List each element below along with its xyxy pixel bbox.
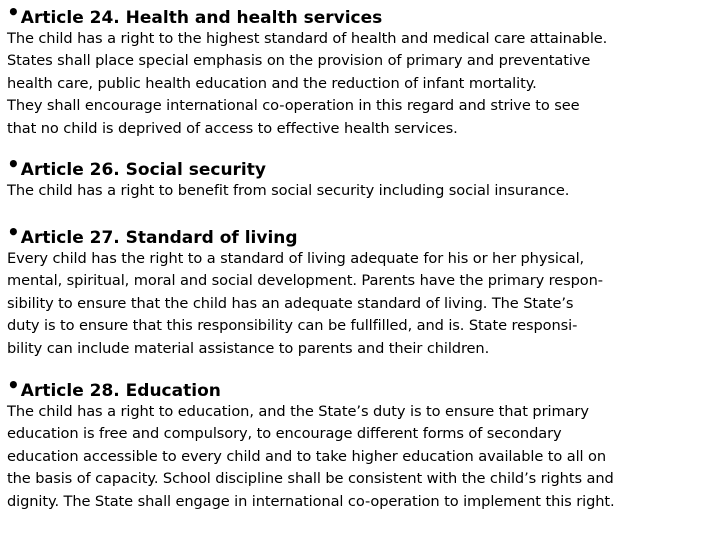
article-26 — [7, 152, 717, 202]
article-27 — [7, 220, 717, 360]
bullet-icon: • — [7, 220, 20, 244]
article-heading — [7, 0, 717, 29]
article-body: The child has a right to education, and the State’s duty is to ensure that primary education is free and compulsory, to encourage different forms of secondary education accessible to every child and to take higher education available to all on the basis of capacity. School discipline shall be consistent with the child’s rights and dignity. The State shall engage in international co-operation to implement this right. — [7, 403, 615, 510]
article-heading — [7, 373, 717, 402]
article-body: The child has a right to benefit from social security including social insurance. — [7, 182, 570, 199]
article-body: The child has a right to the highest standard of health and medical care attainable. States shall place special emphasis on the provision of primary and preventative health care, public health education and the reduction of infant mortality. They shall encourage international co-operation in this regard and strive to see that no child is deprived of access to effective health services. — [7, 30, 608, 137]
article-title: Article 28. Education — [20, 381, 221, 401]
bullet-icon: • — [7, 0, 20, 24]
article-28 — [7, 373, 717, 513]
article-body: Every child has the right to a standard of living adequate for his or her physical, mental, spiritual, moral and social development. Parents have the primary respon- sibility to ensure that the child has an adequate standard of living. The State’s duty is to ensure that this responsibility can be fullfilled, and is. State responsi- bility can include material assistance to parents and their children. — [7, 250, 603, 357]
bullet-icon: • — [7, 373, 20, 397]
article-24 — [7, 0, 717, 140]
article-heading — [7, 220, 717, 249]
article-heading — [7, 152, 717, 181]
article-title: Article 27. Standard of living — [20, 228, 298, 248]
article-title: Article 26. Social security — [20, 160, 266, 180]
article-title: Article 24. Health and health services — [20, 8, 383, 28]
bullet-icon: • — [7, 152, 20, 176]
